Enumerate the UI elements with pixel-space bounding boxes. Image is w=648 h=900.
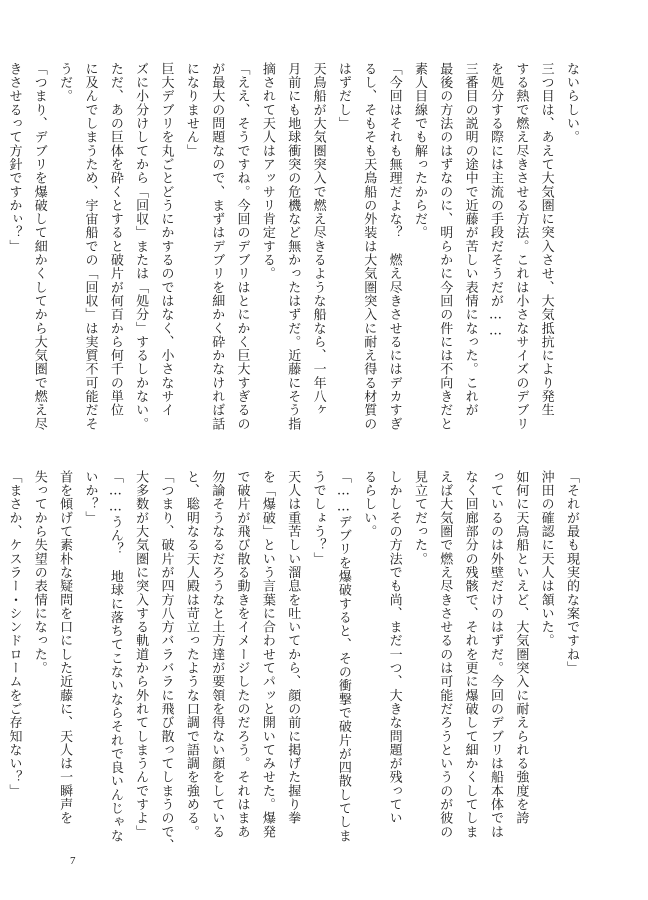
text-line: えば大気圏で燃え尽きさせるのは可能だろうというのが彼の <box>437 470 453 839</box>
text-line: する熱で燃え尽きさせる方法。これは小さなサイズのデブリ <box>513 62 529 431</box>
text-line: を「爆破」という言葉に合わせてパッと開いてみせた。爆発 <box>259 470 275 839</box>
text-line: 「つまり、破片が四方八方バラバラに飛び散ってしまうので、 <box>158 470 174 853</box>
text-line: 「……デブリを爆破すると、その衝撃で破片が四散してしま <box>335 470 351 843</box>
top-text-block <box>6 62 584 431</box>
text-line: 失ってから失望の表情になった。 <box>31 470 47 675</box>
text-line: 如何に天鳥船といえど、大気圏突入に耐えられる強度を誇 <box>513 470 529 825</box>
text-line: 天鳥船が大気圏突入で燃え尽きるような船なら、一年八ヶ <box>310 62 326 417</box>
text-line: 素人目線でも解ったからだ。 <box>411 62 427 240</box>
text-line: 沖田の確認に天人は頷いた。 <box>538 470 554 648</box>
text-line: るし、そもそも天鳥船の外装は大気圏突入に耐え得る材質の <box>361 62 377 431</box>
text-line: 大多数が大気圏に突入する軌道から外れてしまうんですよ」 <box>133 470 149 839</box>
text-line: 最後の方法のはずなのに、明らかに今回の件には不向きだと <box>437 62 453 431</box>
text-line: うでしょう？」 <box>310 470 326 566</box>
text-line: を処分する際には主流の手段だそうだが…… <box>487 62 503 339</box>
text-line: 三つ目は、あえて大気圏に突入させ、大気抵抗により発生 <box>538 62 554 417</box>
text-line: 「まさか、ケスラー・シンドロームをご存知ない？」 <box>6 470 22 798</box>
text-line: 「ええ、そうですね。今回のデブリはとにかく巨大すぎるの <box>234 62 250 431</box>
text-line: ズに小分けしてから「回収」または「処分」するしかない。 <box>133 62 149 431</box>
text-line: 首を傾げて素朴な疑問を口にした近藤に、天人は一瞬声を <box>57 470 73 825</box>
text-line: に及んでしまうため、宇宙船での「回収」は実質不可能だそ <box>82 62 98 431</box>
text-line: 「それが最も現実的な案ですね」 <box>564 470 579 675</box>
text-line: 巨大デブリを丸ごとどうにかするのではなく、小さなサイ <box>158 62 174 417</box>
text-line: 天人は重苦しい溜息を吐いてから、顔の前に掲げた握り拳 <box>285 470 301 825</box>
text-line: っているのは外壁だけのはずだ。今回のデブリは船本体では <box>487 470 503 839</box>
text-line: なく回廊部分の残骸で、それを更に爆破して細かくしてしま <box>462 470 478 839</box>
text-line: きさせるって方針ですかぃ？」 <box>6 62 22 254</box>
text-line: るらしい。 <box>361 470 377 539</box>
text-line: 月前にも地球衝突の危機など無かったはずだ。近藤にそう指 <box>285 62 301 431</box>
text-line: 見立てだった。 <box>411 470 427 566</box>
page-number: 7 <box>70 855 76 867</box>
text-line: しかしその方法でも尚、まだ一つ、大きな問題が残ってい <box>386 470 402 825</box>
text-line: になりません」 <box>183 62 199 158</box>
text-line: ただ、あの巨体を砕くとすると破片が何百から何千の単位 <box>107 62 123 417</box>
text-line: 「今回はそれも無理だよな？ 燃え尽きさせるにはデカすぎ <box>386 62 402 431</box>
text-line: ないらしい。 <box>564 62 579 144</box>
bottom-text-block <box>6 470 584 853</box>
text-line: うだ。 <box>57 62 73 103</box>
text-line: いか？」 <box>82 470 98 525</box>
text-line: 「……うん？ 地球に落ちてこないならそれで良いんじゃな <box>107 470 123 843</box>
text-line: 「つまり、デブリを爆破して細かくしてから大気圏で燃え尽 <box>31 62 47 431</box>
text-line: が最大の問題なので、まずはデブリを細かく砕かなければ話 <box>209 62 225 431</box>
text-line: 摘されて天人はアッサリ肯定する。 <box>259 62 275 281</box>
text-line: で破片が飛び散る動きをイメージしたのだろう。それはまあ <box>234 470 250 839</box>
text-line: 勿論そうなるだろうなと土方達が要領を得ない顔をしている <box>209 470 225 839</box>
text-line: と、聡明なる天人殿は苛立ったような口調で語調を強める。 <box>183 470 199 839</box>
text-line: はずだし」 <box>335 62 351 131</box>
text-line: 三番目の説明の途中で近藤が苦しい表情になった。これが <box>462 62 478 417</box>
